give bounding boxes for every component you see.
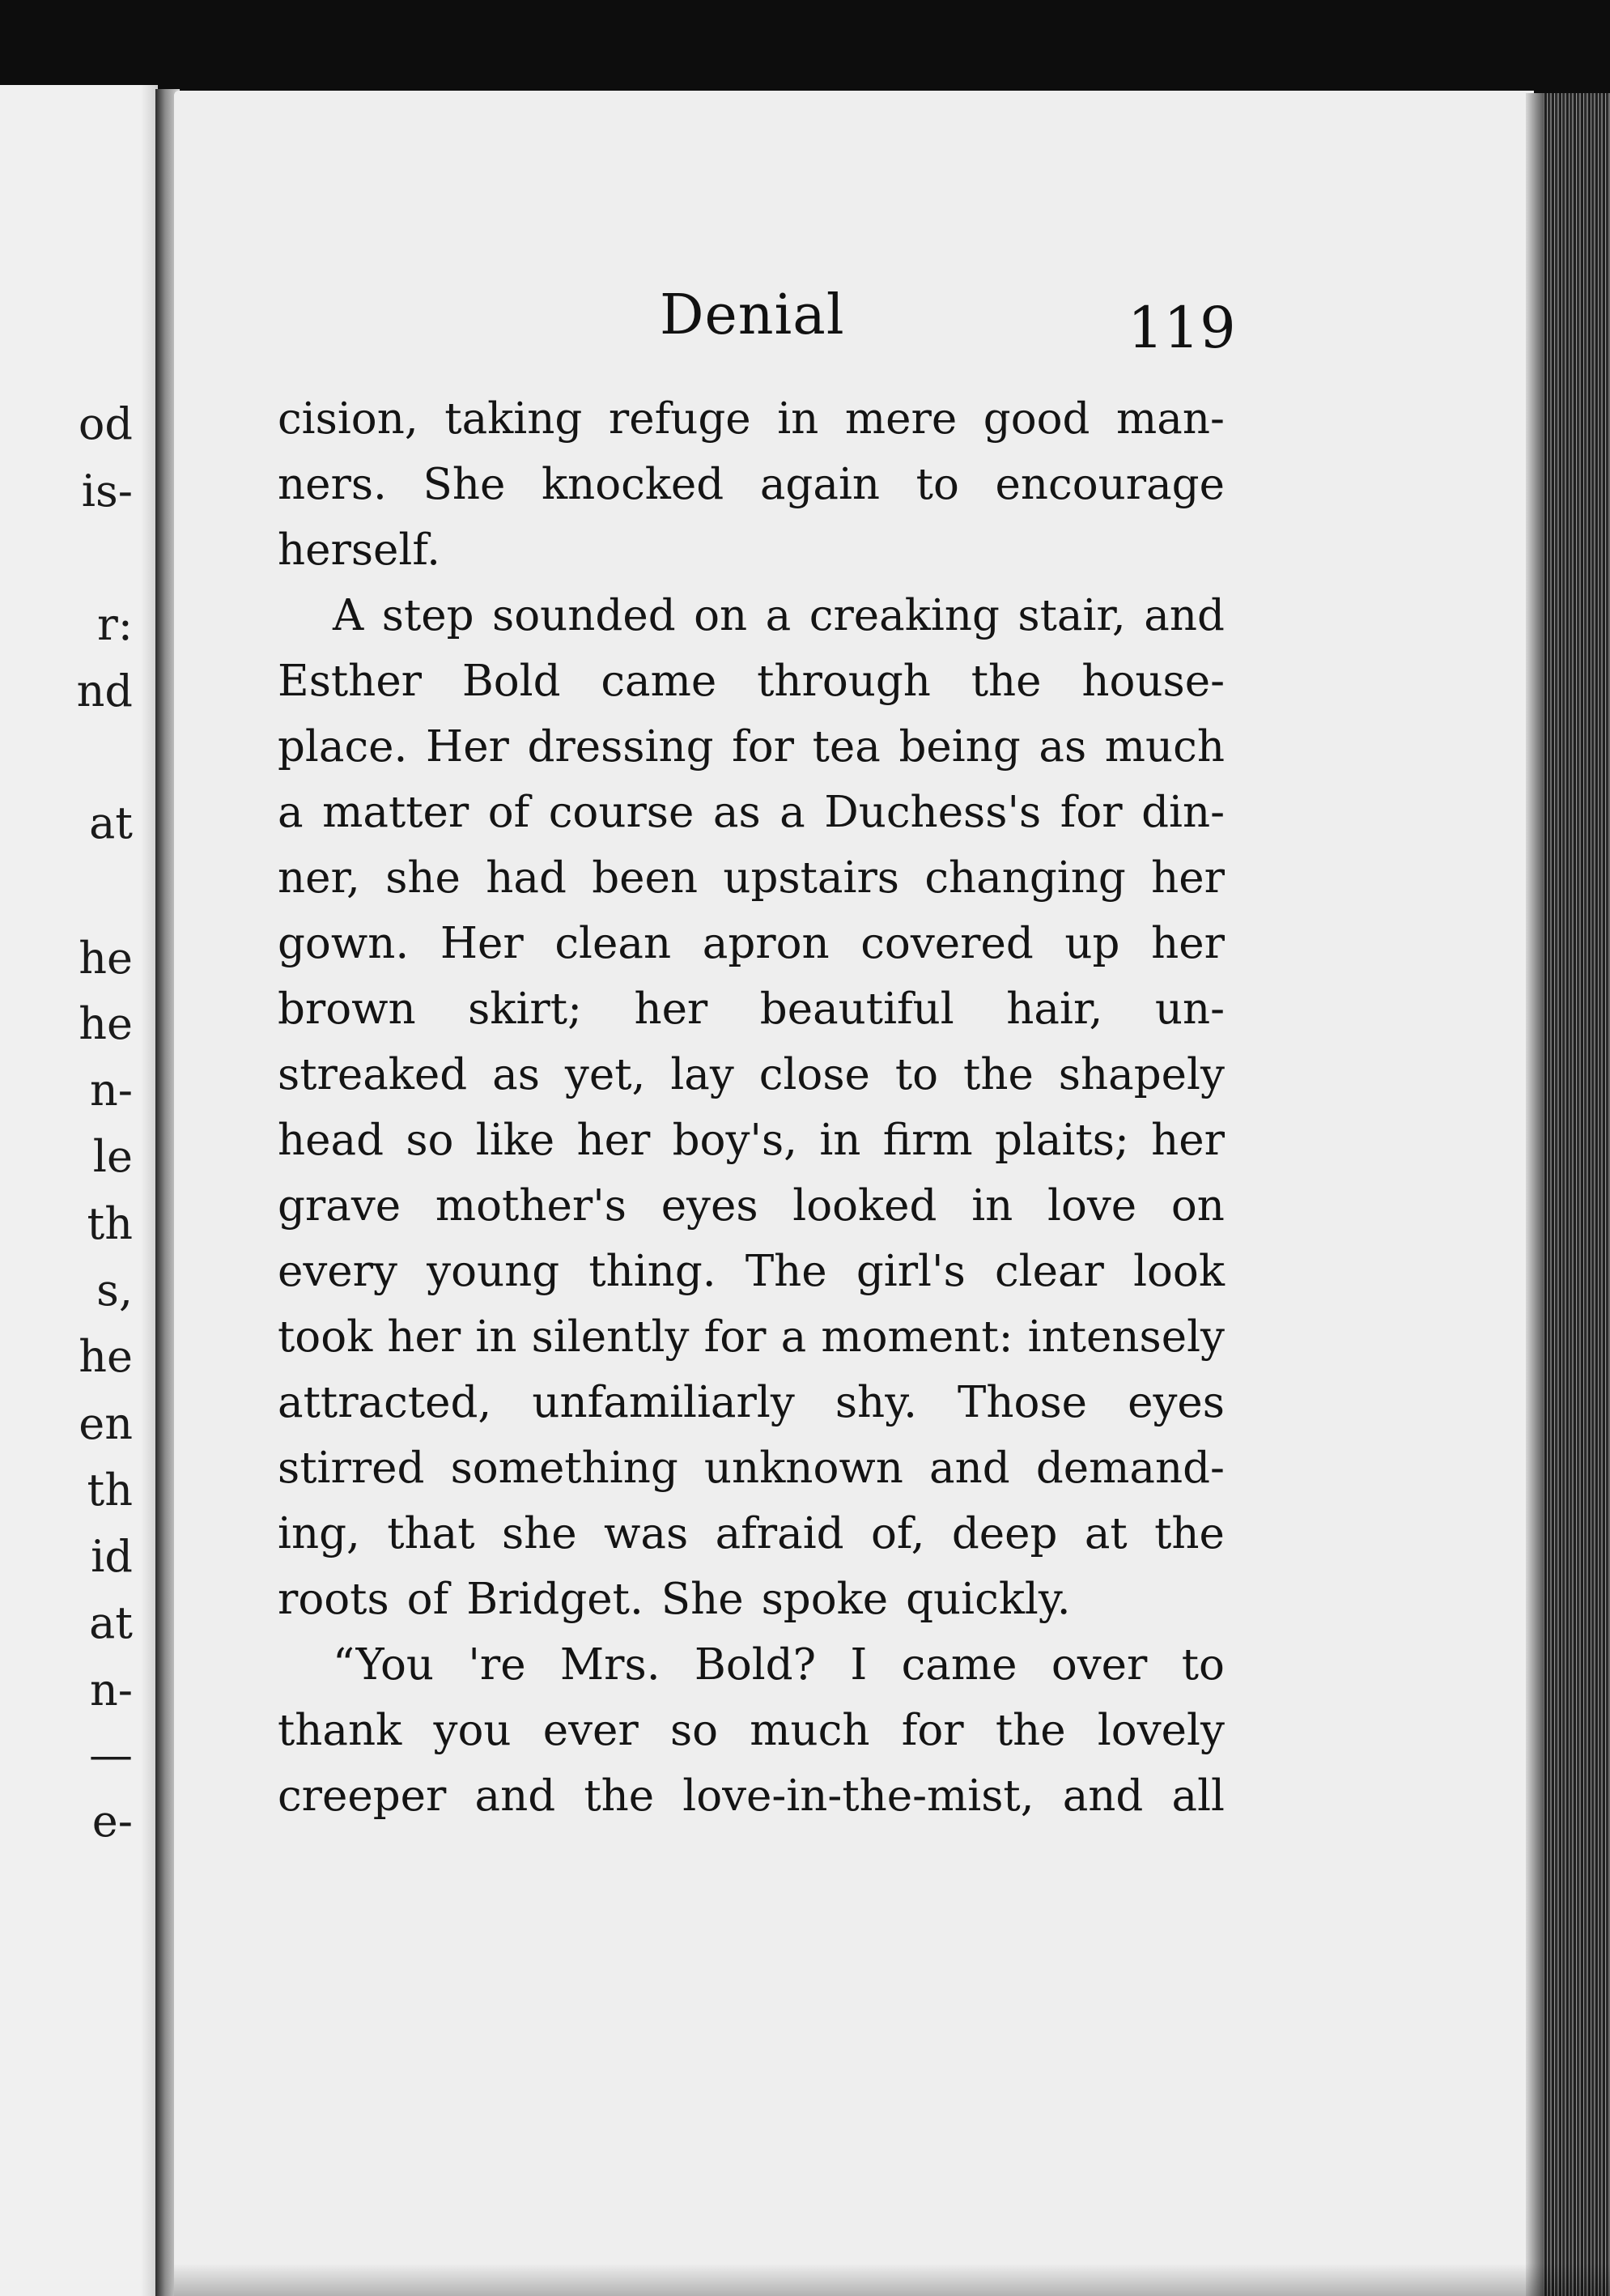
word: her: [634, 984, 708, 1034]
word: girl's: [856, 1247, 966, 1296]
word: Her: [440, 919, 524, 968]
word: ner,: [278, 853, 360, 903]
word: something: [450, 1444, 678, 1493]
word: Bold: [461, 657, 561, 706]
word: cision,: [278, 394, 418, 444]
word: beautiful: [759, 984, 954, 1034]
word: all: [1171, 1771, 1225, 1821]
text-line: [278, 1173, 1225, 1239]
word: ners.: [278, 460, 387, 509]
text-line: [278, 845, 1225, 911]
text-line: [278, 1632, 1225, 1698]
word: a: [780, 1312, 807, 1362]
word: She: [661, 1575, 744, 1624]
left-fragment: he: [79, 998, 133, 1049]
text-line: [278, 386, 1225, 452]
text-line: [278, 1108, 1225, 1173]
word: tea: [812, 722, 881, 772]
word: a: [780, 788, 805, 837]
page-bottom-shadow: [174, 2264, 1610, 2296]
word: came: [901, 1640, 1017, 1690]
word: “You: [333, 1640, 434, 1690]
text-line: [278, 452, 1225, 517]
word: look: [1133, 1247, 1225, 1296]
word: as: [492, 1050, 540, 1099]
word: the: [971, 657, 1042, 706]
word: hair,: [1006, 984, 1103, 1034]
word: moment:: [821, 1312, 1013, 1362]
word: so: [406, 1116, 454, 1165]
word: I: [850, 1640, 868, 1690]
page-edge-stack: [1526, 93, 1610, 2296]
word: like: [475, 1116, 555, 1165]
word: changing: [924, 853, 1126, 903]
word: to: [894, 1050, 939, 1099]
word: a: [278, 788, 304, 837]
left-fragment: he: [79, 1331, 133, 1382]
word: love-in-the-mist,: [682, 1771, 1034, 1821]
word: through: [757, 657, 931, 706]
word: of,: [870, 1509, 925, 1558]
previous-page-fragment: [0, 85, 158, 2296]
word: her: [1151, 853, 1225, 903]
word: deep: [951, 1509, 1058, 1558]
word: Her: [425, 722, 509, 772]
word: looked: [792, 1181, 937, 1231]
word: thing.: [588, 1247, 716, 1296]
word: taking: [444, 394, 583, 444]
left-fragment: at: [89, 1597, 133, 1648]
word: you: [433, 1706, 512, 1755]
word: sounded: [492, 591, 676, 640]
word: silently: [531, 1312, 690, 1362]
text-line: [278, 714, 1225, 780]
word: creeper: [278, 1771, 447, 1821]
word: apron: [702, 919, 830, 968]
word: house-: [1081, 657, 1225, 706]
text-line: [278, 517, 1225, 583]
word: Bold?: [694, 1640, 817, 1690]
word: as: [1039, 722, 1087, 772]
left-fragment: n-: [89, 1065, 133, 1116]
body-text: [278, 386, 1225, 1829]
word: close: [758, 1050, 870, 1099]
word: din-: [1141, 788, 1225, 837]
word: to: [915, 460, 959, 509]
word: for: [703, 1312, 767, 1362]
word: spoke: [761, 1575, 889, 1624]
word: Mrs.: [559, 1640, 661, 1690]
word: for: [1060, 788, 1123, 837]
word: she: [385, 853, 461, 903]
text-line: [278, 648, 1225, 714]
word: so: [669, 1706, 719, 1755]
word: stirred: [278, 1444, 425, 1493]
word: again: [759, 460, 881, 509]
word: place.: [278, 722, 408, 772]
word: stair,: [1017, 591, 1126, 640]
word: shapely: [1058, 1050, 1225, 1099]
left-fragment: th: [87, 1198, 133, 1249]
text-line: [278, 911, 1225, 976]
word: came: [601, 657, 717, 706]
word: grave: [278, 1181, 401, 1231]
word: afraid: [715, 1509, 844, 1558]
word: man-: [1116, 394, 1225, 444]
text-line: [278, 1435, 1225, 1501]
word: streaked: [278, 1050, 468, 1099]
word: Duchess's: [824, 788, 1042, 837]
word: creaking: [809, 591, 1000, 640]
word: much: [750, 1706, 870, 1755]
word: as: [712, 788, 761, 837]
left-fragment: id: [91, 1531, 133, 1582]
word: and: [1062, 1771, 1144, 1821]
word: roots: [278, 1575, 389, 1624]
word: ing,: [278, 1509, 360, 1558]
text-line: [278, 1501, 1225, 1567]
word: She: [423, 460, 506, 509]
left-fragment: he: [79, 933, 133, 984]
word: Those: [958, 1378, 1088, 1427]
text-line: [278, 1698, 1225, 1763]
word: of: [406, 1575, 449, 1624]
word: un-: [1154, 984, 1225, 1034]
word: yet,: [564, 1050, 646, 1099]
word: in: [777, 394, 819, 444]
word: attracted,: [278, 1378, 492, 1427]
text-line: [278, 1370, 1225, 1435]
left-fragment: nd: [76, 665, 133, 716]
word: much: [1104, 722, 1225, 772]
word: and: [929, 1444, 1010, 1493]
word: been: [592, 853, 699, 903]
word: A: [333, 591, 364, 640]
word: she: [501, 1509, 577, 1558]
word: plaits;: [995, 1116, 1129, 1165]
text-line: [278, 1304, 1225, 1370]
word: knocked: [541, 460, 724, 509]
left-fragment: le: [92, 1131, 133, 1182]
word: of: [487, 788, 530, 837]
word: Esther: [278, 657, 423, 706]
word: in: [971, 1181, 1013, 1231]
word: covered: [860, 919, 1034, 968]
word: love: [1047, 1181, 1137, 1231]
word: eyes: [661, 1181, 758, 1231]
left-fragment: th: [87, 1465, 133, 1516]
word: the: [995, 1706, 1066, 1755]
word: brown: [278, 984, 416, 1034]
word: that: [387, 1509, 475, 1558]
word: the: [963, 1050, 1034, 1099]
text-line: [278, 1763, 1225, 1829]
word: at: [1084, 1509, 1128, 1558]
word: her: [1151, 1116, 1225, 1165]
word: The: [745, 1247, 827, 1296]
word: thank: [278, 1706, 402, 1755]
word: intensely: [1027, 1312, 1225, 1362]
word: in: [475, 1312, 517, 1362]
word: encourage: [995, 460, 1225, 509]
word: and: [474, 1771, 556, 1821]
running-head-title: Denial: [660, 283, 845, 347]
left-fragment: r:: [96, 599, 133, 650]
word: herself.: [278, 525, 440, 575]
word: boy's,: [672, 1116, 798, 1165]
word: up: [1064, 919, 1120, 968]
word: to: [1181, 1640, 1225, 1690]
left-fragment: —: [89, 1729, 133, 1780]
word: over: [1051, 1640, 1148, 1690]
text-line: [278, 780, 1225, 845]
word: dressing: [527, 722, 714, 772]
word: a: [765, 591, 792, 640]
scanner-background: [0, 0, 1610, 97]
word: on: [1170, 1181, 1225, 1231]
word: her: [576, 1116, 651, 1165]
left-fragment: od: [78, 398, 133, 449]
word: demand-: [1035, 1444, 1225, 1493]
word: eyes: [1128, 1378, 1225, 1427]
text-line: [278, 1239, 1225, 1304]
word: refuge: [608, 394, 751, 444]
word: skirt;: [468, 984, 582, 1034]
page-number: 119: [1128, 295, 1236, 361]
left-fragment: at: [89, 797, 133, 848]
word: mother's: [435, 1181, 627, 1231]
word: being: [898, 722, 1021, 772]
word: gown.: [278, 919, 410, 968]
word: Bridget.: [466, 1575, 644, 1624]
word: clear: [994, 1247, 1104, 1296]
word: upstairs: [723, 853, 899, 903]
word: on: [694, 591, 748, 640]
word: ever: [542, 1706, 639, 1755]
word: matter: [322, 788, 469, 837]
word: her: [387, 1312, 461, 1362]
text-line: [278, 976, 1225, 1042]
text-line: [278, 1042, 1225, 1108]
text-line: [278, 583, 1225, 648]
word: had: [486, 853, 567, 903]
left-fragment: s,: [96, 1265, 133, 1316]
word: lovely: [1097, 1706, 1225, 1755]
word: unknown: [703, 1444, 903, 1493]
word: step: [381, 591, 474, 640]
word: for: [901, 1706, 964, 1755]
word: unfamiliarly: [532, 1378, 795, 1427]
left-fragment: is-: [81, 466, 133, 517]
word: good: [983, 394, 1090, 444]
word: in: [819, 1116, 861, 1165]
word: clean: [554, 919, 672, 968]
word: was: [604, 1509, 689, 1558]
word: shy.: [835, 1378, 917, 1427]
left-fragment: e-: [91, 1796, 133, 1847]
word: every: [278, 1247, 397, 1296]
word: 're: [468, 1640, 526, 1690]
word: quickly.: [906, 1575, 1071, 1624]
word: her: [1151, 919, 1225, 968]
word: course: [548, 788, 695, 837]
word: mere: [844, 394, 958, 444]
word: and: [1144, 591, 1225, 640]
left-fragment: n-: [89, 1665, 133, 1716]
word: lay: [670, 1050, 734, 1099]
word: the: [1154, 1509, 1225, 1558]
word: head: [278, 1116, 384, 1165]
word: took: [278, 1312, 373, 1362]
text-line: [278, 1567, 1225, 1632]
word: the: [584, 1771, 655, 1821]
word: young: [427, 1247, 560, 1296]
word: firm: [882, 1116, 973, 1165]
word: for: [732, 722, 794, 772]
left-fragment: en: [79, 1398, 133, 1449]
